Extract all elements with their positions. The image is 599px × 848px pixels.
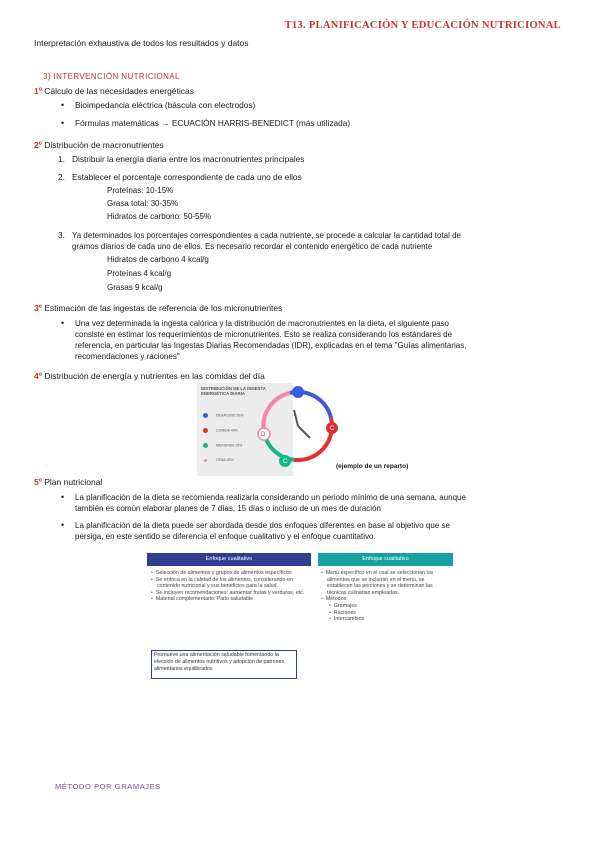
paragraph-line: también es común elaborar planes de 7 días, 15 días o incluso de un mes de duración	[75, 504, 381, 513]
paragraph-line: consiste en estimar los requerimientos de micronutrientes. Esto se realiza considerando los estándares de	[75, 330, 453, 339]
list-item: • Menú específico en el cual se seleccionan los alimentos que se incluirán en el menú, se establecen las porciones y se determinan las técnicas culinarias empleadas.	[327, 570, 451, 596]
list-number: 1.	[58, 154, 65, 164]
percentage-protein: Proteínas: 10-15%	[107, 186, 174, 195]
svg-text:D: D	[261, 432, 266, 438]
paragraph-line: La planificación de la dieta puede ser abordada desde dos enfoques diferentes en base al objetivo que se	[75, 521, 450, 530]
bullet-icon: •	[61, 492, 65, 502]
method-item: • Raciones	[327, 610, 451, 617]
document-title: T13. PLANIFICACIÓN Y EDUCACIÓN NUTRICIONAL	[284, 20, 561, 31]
figure-caption: (ejemplo de un reparto)	[336, 463, 409, 470]
legend-item: COMIDA 40%	[203, 428, 238, 433]
footer-heading: MÉTODO POR GRAMAJES	[55, 782, 161, 791]
bullet-icon: •	[61, 100, 65, 110]
percentage-fat: Grasa total: 30-35%	[107, 199, 179, 208]
list-item-line: Ya determinados los porcentajes correspondientes a cada nutriente, se procede a calcular la cantidad total de	[72, 231, 461, 240]
section-heading: 3) INTERVENCIÓN NUTRICIONAL	[43, 72, 180, 81]
paragraph-line: referencia, en particular las Ingestas Diarias Recomendadas (IDR), explicadas en el tema "Guías alimentarias,	[75, 341, 467, 350]
legend-item: MERIENDA 15%	[203, 443, 242, 448]
list-item: • Selección de alimentos y grupos de alimentos específicos	[157, 570, 309, 577]
step-2-heading: 2º Distribución de macronutrientes	[34, 140, 164, 150]
list-item: • Se incluyen recomendaciones: aumentar frutas y verduras, etc.	[157, 590, 309, 597]
column-header: Enfoque cualitativo	[147, 553, 311, 566]
legend-item: DESAYUNO 20%	[203, 413, 243, 418]
step-1-heading: 1º Cálculo de las necesidades energéticas	[34, 86, 195, 96]
left-column-body	[151, 570, 309, 603]
percentage-carbs: Hidratos de carbono: 50-55%	[107, 212, 212, 221]
list-item: • Se enfoca en la calidad de los alimentos, considerando en contenido nutricional y sus beneficios para la salud.	[157, 577, 309, 590]
step-5-heading: 5º Plan nutricional	[34, 477, 103, 487]
bullet-icon: •	[61, 118, 65, 128]
approaches-table	[147, 553, 453, 691]
list-item: Fórmulas matemáticas → ECUACIÓN HARRIS-BENEDICT (más utilizada)	[75, 118, 351, 128]
summary-note: Promueve una alimentación saludable fomentando la elección de alimentos nutritivos y adopción de patrones alimentarios equilibrados	[151, 650, 297, 679]
list-item: Bioimpedancia eléctrica (báscula con electrodos)	[75, 100, 256, 110]
list-item: • Métodos:	[327, 596, 451, 603]
list-item: Distribuir la energía diaria entre los macronutrientes principales	[72, 154, 305, 164]
breakfast-marker	[292, 386, 304, 398]
paragraph-line: persiga, en este sentido se diferencia el enfoque cualitativo y el enfoque cuantitativo.	[75, 532, 376, 541]
right-column-body	[321, 570, 451, 623]
method-item: • Gramajes	[327, 603, 451, 610]
paragraph-line: La planificación de la dieta se recomienda realizarla considerando un periodo mínimo de una semana, aunque	[75, 493, 466, 502]
figure-title: DISTRIBUCIÓN DE LA INGESTA ENERGÉTICA DIARIA	[201, 386, 266, 397]
legend-item: CENA 25%	[203, 458, 234, 462]
column-header: Enfoque cualitativo	[318, 553, 453, 566]
bullet-icon: •	[61, 318, 65, 328]
paragraph-line: recomendaciones y raciones"	[75, 352, 180, 361]
svg-text:C: C	[330, 426, 335, 432]
list-item: • Material complementario: Plato saludable	[157, 596, 309, 603]
step-4-heading: 4º Distribución de energía y nutrientes en las comidas del día	[34, 371, 265, 381]
energy-fat: Grasas 9 kcal/g	[107, 283, 163, 292]
paragraph-line: Una vez determinada la ingesta calórica y la distribución de macronutrientes en la dieta, el siguiente paso	[75, 319, 449, 328]
step-3-heading: 3º Estimación de las ingestas de referencia de los micronutrientes	[34, 303, 283, 313]
list-item: Establecer el porcentaje correspondiente de cada uno de ellos	[72, 172, 302, 182]
meal-clock-diagram	[256, 384, 340, 468]
energy-carbs: Hidratos de carbono 4 kcal/g	[107, 255, 209, 264]
list-number: 3.	[58, 230, 65, 240]
method-item: • Intercambios	[327, 616, 451, 623]
svg-text:C: C	[283, 459, 288, 465]
bullet-icon: •	[61, 520, 65, 530]
document-subtitle: Interpretación exhaustiva de todos los resultados y datos	[34, 38, 249, 48]
energy-protein: Proteínas 4 kcal/g	[107, 269, 172, 278]
list-number: 2.	[58, 172, 65, 182]
list-item-line: gramos diarios de cada uno de ellos. Es necesario recordar el contenido energético de cada nutriente	[72, 242, 433, 251]
